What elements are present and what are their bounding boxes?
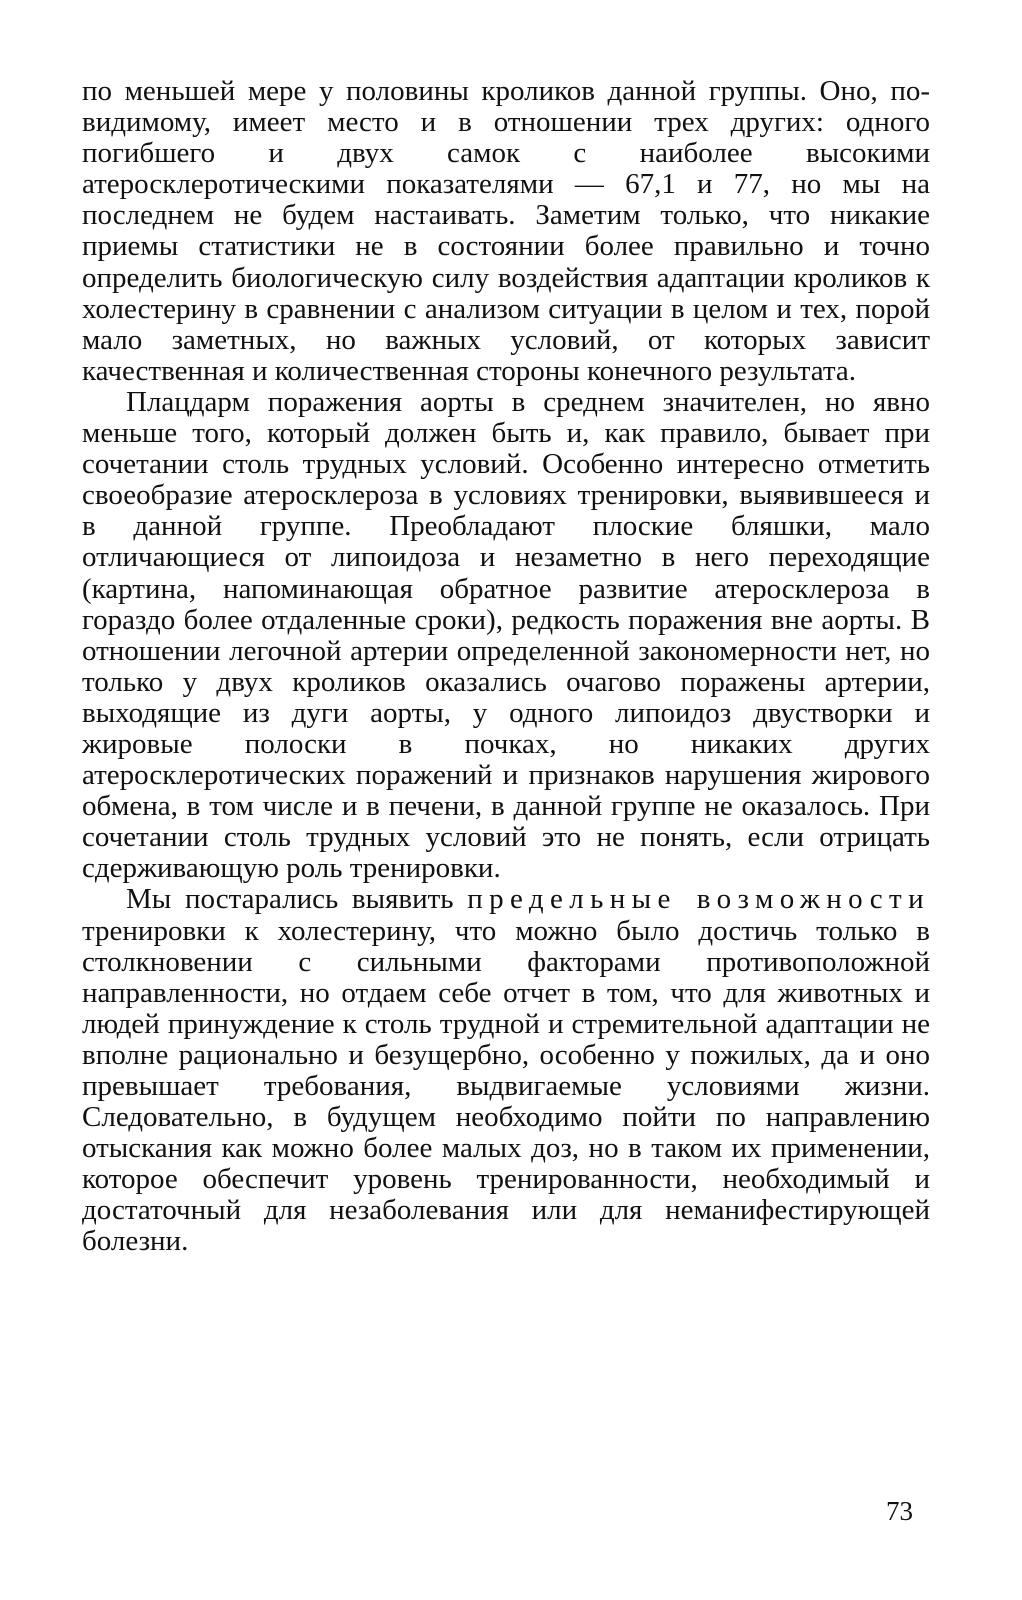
page-body	[82, 76, 930, 1258]
paragraph-3-start: Мы постарались выявить	[126, 883, 454, 916]
paragraph-3-rest: тренировки к холестерину, что можно было достичь только в столкновении с сильными факторами противоположной направленности, но отдаем себе отчет в том, что для животных и людей принуждение к столь трудной и стремительной адаптации не вполне рационально и безущербно, особенно у пожилых, да и оно превышает требования, выдвигаемые условиями жизни. Следовательно, в будущем необходимо пойти по направлению отыскания как можно более малых доз, но в таком их применении, которое обеспечит уровень тренированности, необходимый и достаточный для незаболевания или для неманифестирующей болезни.	[82, 914, 930, 1258]
paragraph-2: Плацдарм поражения аорты в среднем значителен, но явно меньше того, который должен быть и, как правило, бывает при сочетании столь трудных условий. Особенно интересно отметить своеобразие атеросклероза в условиях тренировки, выявившееся и в данной группе. Преобладают плоские бляшки, мало отличающиеся от липоидоза и незаметно в него переходящие (картина, напоминающая обратное развитие атеросклероза в гораздо более отдаленные сроки), редкость поражения вне аорты. В отношении легочной артерии определенной закономерности нет, но только у двух кроликов оказались очагово поражены артерии, выходящие из дуги аорты, у одного липоидоз двустворки и жировые полоски в почках, но никаких других атеросклеротических поражений и признаков нарушения жирового обмена, в том числе и в печени, в данной группе не оказалось. При сочетании столь трудных условий это не понять, если отрицать сдерживающую роль тренировки.	[82, 385, 930, 885]
paragraph-3	[82, 884, 930, 1257]
page-number: 73	[886, 1496, 913, 1526]
paragraph-3-emphasis: предельные возможности	[467, 883, 930, 916]
paragraph-1: по меньшей мере у половины кроликов данной группы. Оно, по-видимому, имеет место и в отношении трех других: одного погибшего и двух самок с наиболее высокими атеросклеротическими показателями — 67,1 и 77, но мы на последнем не будем настаивать. Заметим только, что никакие приемы статистики не в состоянии более правильно и точно определить биологическую силу воздействия адаптации кроликов к холестерину в сравнении с анализом ситуации в целом и тех, порой мало заметных, но важных условий, от которых зависит качественная и количественная стороны конечного результата.	[82, 75, 930, 387]
